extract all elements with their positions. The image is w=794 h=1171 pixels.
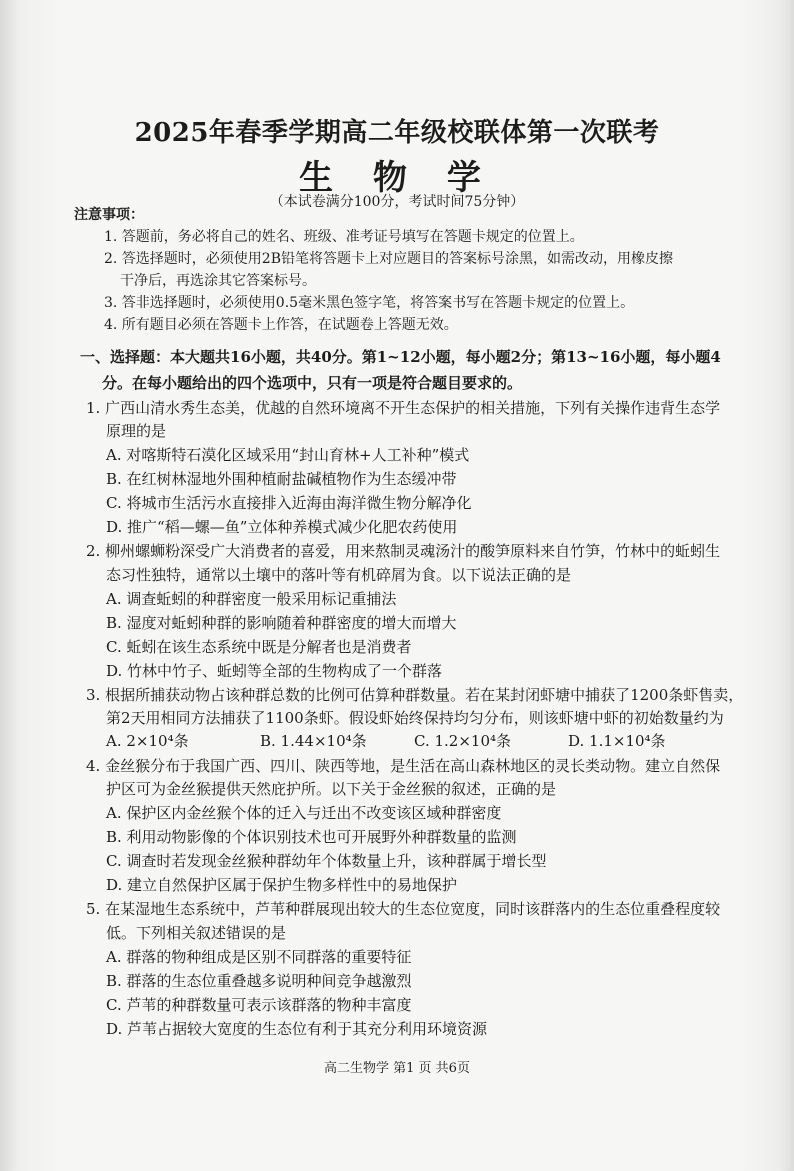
question-2-option-b: B. 湿度对蚯蚓种群的影响随着种群密度的增大而增大 — [106, 614, 457, 632]
question-4-option-d: D. 建立自然保护区属于保护生物多样性中的易地保护 — [106, 876, 458, 894]
question-4-option-c: C. 调查时若发现金丝猴种群幼年个体数量上升，该种群属于增长型 — [106, 852, 547, 870]
question-5-option-c: C. 芦苇的种群数量可表示该群落的物种丰富度 — [106, 996, 412, 1014]
question-1-option-b: B. 在红树林湿地外围种植耐盐碱植物作为生态缓冲带 — [106, 470, 457, 488]
question-4-stem: 4. 金丝猴分布于我国广西、四川、陕西等地，是生活在高山森林地区的灵长类动物。建立自然保 — [86, 757, 721, 775]
question-3-option-c: C. 1.2×10⁴条 — [414, 732, 512, 750]
question-1-option-d: D. 推广“稻—螺—鱼”立体种养模式减少化肥农药使用 — [106, 518, 458, 536]
page-footer: 高二生物学 第1 页 共6页 — [324, 1061, 470, 1076]
notes-heading: 注意事项： — [74, 207, 144, 223]
question-2-option-d: D. 竹林中竹子、蚯蚓等全部的生物构成了一个群落 — [106, 662, 443, 680]
question-2-stem: 2. 柳州螺蛳粉深受广大消费者的喜爱，用来熬制灵魂汤汁的酸笋原料来自竹笋，竹林中的蚯蚓生 — [86, 542, 721, 560]
section-heading-line: 一、选择题：本大题共16小题，共40分。第1~12小题，每小题2分；第13~16小题，每小题4 — [80, 348, 721, 366]
question-1-stem-cont: 原理的是 — [106, 422, 167, 440]
exam-info: （本试卷满分100分，考试时间75分钟） — [269, 194, 525, 210]
question-1-option-a: A. 对喀斯特石漠化区域采用“封山育林+人工补种”模式 — [106, 446, 470, 464]
question-1-stem: 1. 广西山清水秀生态美，优越的自然环境离不开生态保护的相关措施，下列有关操作违背生态学 — [86, 399, 721, 417]
note-item: 干净后，再选涂其它答案标号。 — [120, 273, 316, 289]
question-1-option-c: C. 将城市生活污水直接排入近海由海洋微生物分解净化 — [106, 494, 472, 512]
question-5-option-b: B. 群落的生态位重叠越多说明种间竞争越激烈 — [106, 972, 412, 990]
question-4-option-a: A. 保护区内金丝猴个体的迁入与迁出不改变该区域种群密度 — [106, 804, 502, 822]
section-heading-line: 分。在每小题给出的四个选项中，只有一项是符合题目要求的。 — [102, 374, 523, 392]
question-4-stem-cont: 护区可为金丝猴提供天然庇护所。以下关于金丝猴的叙述，正确的是 — [106, 780, 557, 798]
question-3-option-b: B. 1.44×10⁴条 — [260, 732, 367, 750]
exam-title: 2025年春季学期高二年级校联体第一次联考 — [134, 118, 660, 148]
question-3-stem-cont: 第2天用相同方法捕获了1100条虾。假设虾始终保持均匀分布，则该虾塘中虾的初始数量约为 — [106, 709, 724, 727]
note-item: 2. 答选择题时，必须使用2B铅笔将答题卡上对应题目的答案标号涂黑，如需改动，用橡皮擦 — [104, 251, 674, 267]
note-item: 4. 所有题目必须在答题卡上作答，在试题卷上答题无效。 — [104, 317, 458, 333]
question-5-option-a: A. 群落的物种组成是区别不同群落的重要特征 — [106, 948, 412, 966]
question-5-stem: 5. 在某湿地生态系统中，芦苇种群展现出较大的生态位宽度，同时该群落内的生态位重叠程度较 — [86, 900, 721, 918]
question-2-stem-cont: 态习性独特，通常以土壤中的落叶等有机碎屑为食。以下说法正确的是 — [106, 566, 572, 584]
question-3-option-a: A. 2×10⁴条 — [106, 732, 189, 750]
question-2-option-c: C. 蚯蚓在该生态系统中既是分解者也是消费者 — [106, 638, 412, 656]
subject-title: 生 物 学 — [299, 158, 495, 198]
section-heading — [80, 344, 770, 396]
note-item: 3. 答非选择题时，必须使用0.5毫米黑色签字笔，将答案书写在答题卡规定的位置上。 — [104, 295, 635, 311]
question-5-option-d: D. 芦苇占据较大宽度的生态位有利于其充分利用环境资源 — [106, 1020, 488, 1038]
note-item: 1. 答题前，务必将自己的姓名、班级、准考证号填写在答题卡规定的位置上。 — [104, 229, 584, 245]
question-4-option-b: B. 利用动物影像的个体识别技术也可开展野外种群数量的监测 — [106, 828, 517, 846]
question-3-option-d: D. 1.1×10⁴条 — [568, 732, 666, 750]
question-2-option-a: A. 调查蚯蚓的种群密度一般采用标记重捕法 — [106, 590, 397, 608]
question-5-stem-cont: 低。下列相关叙述错误的是 — [106, 924, 287, 942]
question-3-stem: 3. 根据所捕获动物占该种群总数的比例可估算种群数量。若在某封闭虾塘中捕获了1200条虾售卖， — [86, 686, 744, 704]
